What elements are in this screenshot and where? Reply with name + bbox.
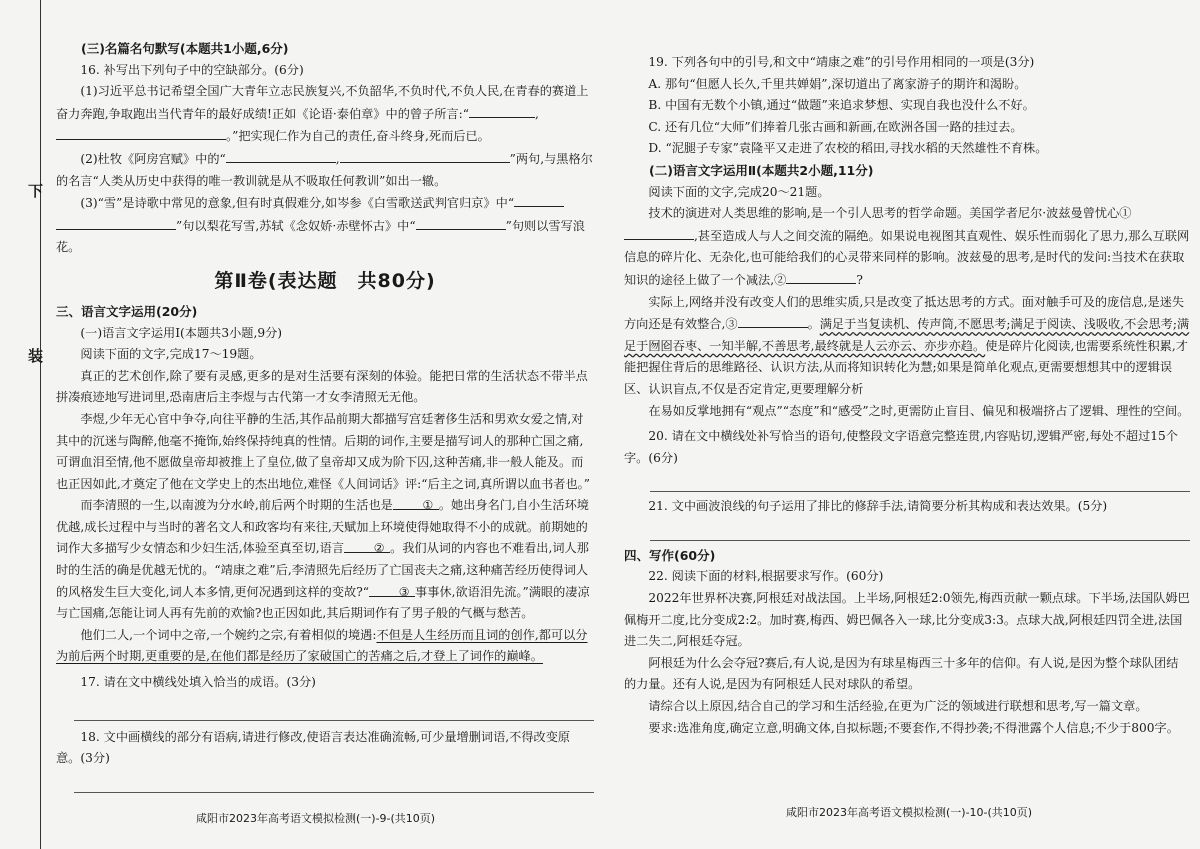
section-header-writing: 四、写作(60分) [624, 547, 716, 563]
answer-blank[interactable] [56, 215, 176, 230]
writing-instruction: 请综合以上原因,结合自己的学习和生活经验,在更为广泛的领域进行联想和思考,写一篇文章。 [648, 699, 1148, 714]
writing-requirements: 要求:选准角度,确定立意,明确文体,自拟标题;不要套作,不得抄袭;不得泄露个人信息;不少于800字。 [648, 720, 1179, 735]
answer-blank[interactable] [226, 148, 336, 163]
passage-para-2: 李煜,少年无心官中争夺,向往平静的生活,其作品前期大都描写宫廷奢侈生活和男欢女爱之情,对其中的沉迷与陶醉,他毫不掩饰,始终保持纯真的性情。后期的词作,主要是描写词人的那种亡国之痛,可谓血泪至情,他不愿做皇帝却被推上了皇位,做了皇帝却又成为阶下囚,这种苦痛,非一般人能及。而也正因如此,才奠定了他在文学史上的杰出地位,难怪《人间词话》评:“后主之词,真所谓以血书者也。” [56, 411, 590, 491]
left-footer: 咸阳市2023年高考语文模拟检测(一)-9-(共10页) [196, 812, 436, 825]
q19-option-a[interactable]: A. 那句“但愿人长久,千里共婵娟”,深切道出了离家游子的期许和渴盼。 [648, 76, 1027, 91]
passage-para-4: 他们二人,一个词中之帝,一个婉约之宗,有着相似的境遇:不但是人生经历而且词的创作,都可以分为前后两个时期,更重要的是,在他们都是经历了家破国亡的苦痛之后,才登上了词作的巅峰。 [56, 627, 588, 664]
blank-1[interactable]: ① [393, 495, 439, 510]
answer-line-20[interactable] [650, 469, 1190, 492]
wavy-underlined-sentence: 满足于当复读机、传声筒,不愿思考;满足于阅读、浅吸收,不会思考;满足于囫囵吞枣、一知半解,不善思考,最终就是人云亦云、亦步亦趋。 [624, 317, 1190, 353]
answer-blank[interactable] [514, 192, 564, 207]
blank-3[interactable]: ③ [369, 582, 415, 597]
right-footer: 咸阳市2023年高考语文模拟检测(一)-10-(共10页) [786, 806, 1033, 819]
blank-1[interactable] [624, 225, 694, 240]
passage-para-1: 真正的艺术创作,除了要有灵感,更多的是对生活要有深刻的体验。能把日常的生活状态不带半点拼凑痕迹地写进词里,恐南唐后主李煜与古代第一才女李清照无无他。 [56, 368, 588, 405]
left-page [56, 38, 594, 795]
answer-blank[interactable] [56, 125, 226, 140]
answer-blank[interactable] [416, 215, 506, 230]
blank-2[interactable] [786, 269, 856, 284]
passage-b-para-2: 实际上,网络并没有改变人们的思维实质,只是改变了抵达思考的方式。面对触手可及的庞信息,是迷失方向还是有效整合,③ 。满足于当复读机、传声筒,不愿思考;满足于阅读、浅吸收,不会思考;满足于囫囵吞枣、一知半解,不善思考,最终就是人云亦云、亦步亦趋。使是碎片化阅读,也需要系统性积累,才能把握住背后的思维路径、认识方法,从而将知识转化为慧;如果是简单化观点,更需要想想其中的逻辑误区、认识盲点,不仅是否定肯定,更要理解分析 [624, 294, 1190, 396]
q16-item-1: (1)习近平总书记希望全国广大青年立志民族复兴,不负韶华,不负时代,不负人民,在青春的赛道上奋力奔跑,争取跑出当代青年的最好成绩!正如《论语·泰伯章》中的曾子所言:“ ,。”把实现仁作为自己的责任,奋斗终身,死而后已。 [56, 84, 589, 144]
answer-line-21[interactable] [650, 518, 1190, 541]
answer-line-17[interactable] [74, 698, 594, 721]
q16-item-2: (2)杜牧《阿房宫赋》中的“ , ”两句,与黑格尔的名言“人类从历史中获得的唯一教训就是从不吸取任何教训”如出一辙。 [56, 148, 594, 192]
question-18: 18. 文中画横线的部分有语病,请进行修改,使语言表达准确流畅,可少量增删词语,不得改变原意。(3分) [56, 729, 571, 766]
writing-material-2: 阿根廷为什么会夺冠?赛后,有人说,是因为有球星梅西三十多年的信仰。有人说,是因为整个球队团结的力量。还有人说,是因为有阿根廷人民对球队的希望。 [624, 655, 1179, 692]
passage-para-3: 而李清照的一生,以南渡为分水岭,前后两个时期的生活也是 ① 。她出身名门,自小生活环境优越,成长过程中与当时的著名文人和政客均有来往,天赋加上环境使得她取得不小的成就。前期她的词作大多描写少女情态和少妇生活,体验至真至切,语言 ② 。我们从词的内容也不难看出,词人那时的生活的确是优越无忧的。“靖康之难”后,李清照先后经历了亡国丧夫之痛,这种痛苦经历使得词人的风格发生巨大变化,词人本多情,更何况遇到这样的变故?“ ③ 事事休,欲语泪先流。”满眼的凄凉与亡国痛,怎能让词人再有先前的欢愉?也正因如此,其后期词作有了男子般的气概与愁苦。 [56, 495, 594, 625]
subsection-language-1: (一)语言文字运用Ⅰ(本题共3小题,9分) [80, 325, 283, 340]
passage-b-para-3: 在易如反掌地拥有“观点”“态度”和“感受”之时,更需防止盲目、偏见和极端挤占了逻辑、理性的空间。 [648, 403, 1190, 418]
q16-item-3: (3)“雪”是诗歌中常见的意象,但有时真假难分,如岑参《白雪歌送武判官归京》中“”句以梨花写雪,苏轼《念奴娇·赤壁怀古》中“ ”句则以雪写浪花。 [56, 192, 594, 259]
question-17: 17. 请在文中横线处填入恰当的成语。(3分) [80, 675, 316, 690]
question-20: 20. 请在文中横线处补写恰当的语句,使整段文字语意完整连贯,内容贴切,逻辑严密,每处不超过15个字。(6分) [624, 429, 1178, 465]
blank-3[interactable] [738, 313, 808, 328]
passage-b-para-1: 技术的演进对人类思维的影响,是一个引人思考的哲学命题。美国学者尼尔·波兹曼曾忧心①,甚至造成人与人之间交流的隔绝。如果说电视图其直观性、娱乐性而弱化了思力,那么互联网信息的碎片化、无杂化,也可能给我们的心灵带来同样的影响。波兹曼的思考,是时代的发问:当技术在获取知识的途径上做了一个减法,② ? [624, 206, 1190, 287]
q19-option-b[interactable]: B. 中国有无数个小镇,通过“做题”来追求梦想、实现自我也没什么不好。 [648, 98, 1035, 113]
q16-1-text: (1)习近平总书记希望全国广大青年立志民族复兴,不负韶华,不负时代,不负人民,在青春的赛道上奋力奔跑,争取跑出当代青年的最好成绩!正如《论语·泰伯章》中的曾子所言:“ [56, 84, 589, 121]
volume-2-title: 第Ⅱ卷(表达题 共80分) [214, 269, 436, 292]
section-header-language: 三、语言文字运用(20分) [56, 303, 198, 319]
blank-2[interactable]: ② [344, 538, 390, 553]
binding-line [40, 0, 41, 849]
answer-blank[interactable] [340, 148, 510, 163]
question-16: 16. 补写出下列句子中的空缺部分。(6分) [80, 62, 304, 77]
right-page [624, 52, 1190, 739]
binding-mark-zhuang: 装 [28, 347, 44, 365]
subsection-language-2: (二)语言文字运用Ⅱ(本题共2小题,11分) [649, 162, 874, 178]
binding-mark-xia: 下 [28, 182, 44, 200]
writing-material-1: 2022年世界杯决赛,阿根廷对战法国。上半场,阿根廷2:0领先,梅西贡献一颗点球。下半场,法国队姆巴佩梅开二度,比分变成2:2。加时赛,梅西、姆巴佩各入一球,比分变成3:3。点球大战,阿根廷四罚全进,法国进二失二,阿根廷夺冠。 [624, 591, 1190, 649]
answer-line-18[interactable] [74, 770, 594, 793]
underlined-sentence: 不但是人生经历而且词的创作,都可以分为前后两个时期,更重要的是,在他们都是经历了家破国亡的苦痛之后,才登上了词作的巅峰。 [56, 627, 588, 664]
reading-instruction-2: 阅读下面的文字,完成20～21题。 [648, 184, 830, 199]
reading-instruction: 阅读下面的文字,完成17～19题。 [80, 347, 262, 362]
answer-blank[interactable] [469, 103, 535, 118]
q19-option-d[interactable]: D. “泥腿子专家”袁隆平又走进了农校的稻田,寻找水稻的天然雄性不育株。 [648, 141, 1048, 156]
question-22: 22. 阅读下面的材料,根据要求写作。(60分) [648, 569, 884, 584]
section-header-mingju: (三)名篇名句默写(本题共1小题,6分) [81, 41, 289, 56]
question-19: 19. 下列各句中的引号,和文中“靖康之难”的引号作用相同的一项是(3分) [648, 55, 1035, 69]
question-21: 21. 文中画波浪线的句子运用了排比的修辞手法,请简要分析其构成和表达效果。(5分) [648, 499, 1108, 514]
q19-option-c[interactable]: C. 还有几位“大师”们捧着几张古画和新画,在欧洲各国一路的挂过去。 [648, 119, 1023, 134]
